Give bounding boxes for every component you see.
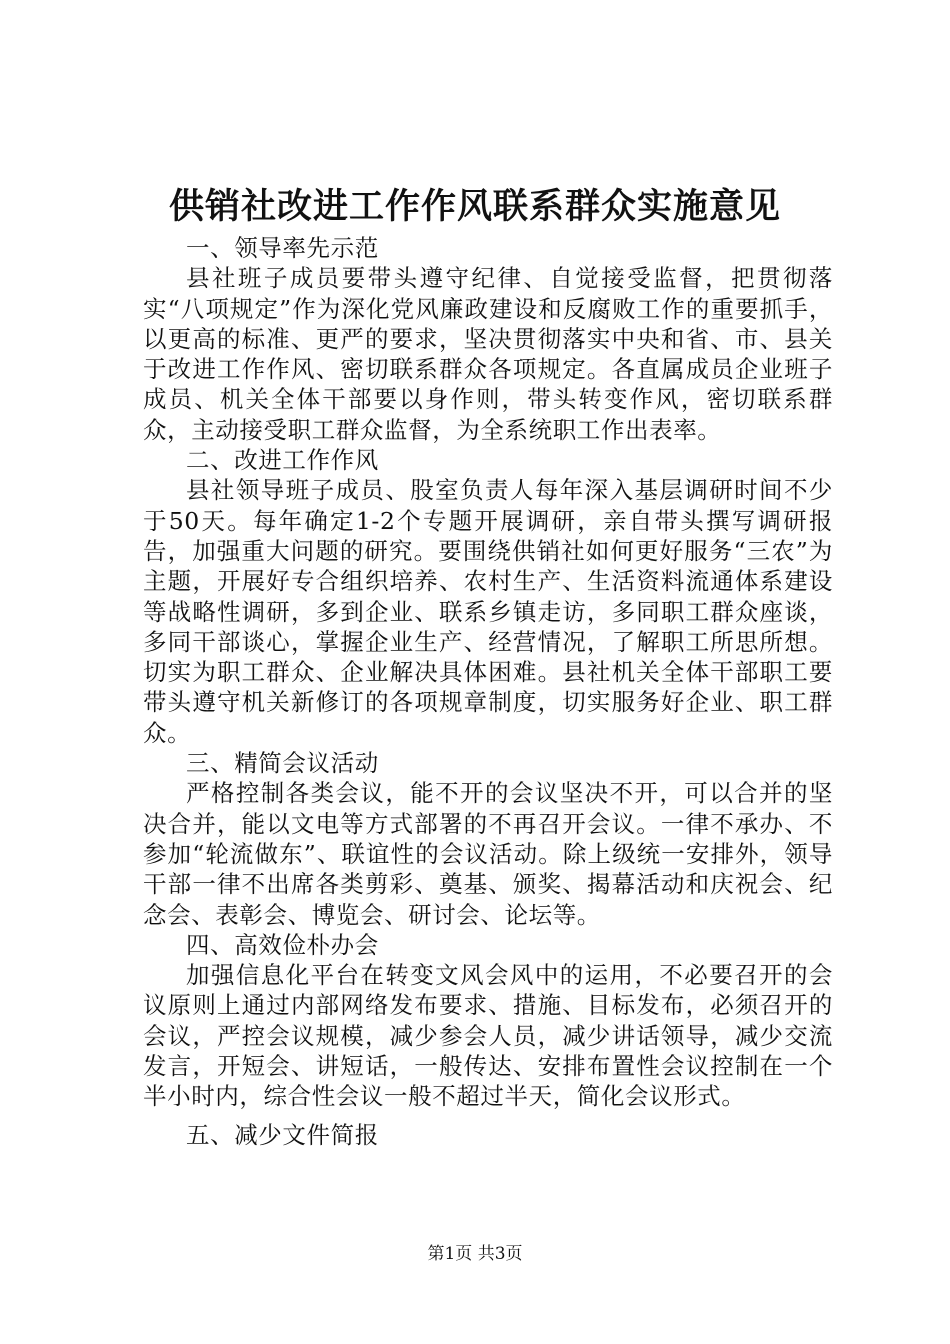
- section-heading-3: 三、精简会议活动: [186, 749, 379, 778]
- section-heading-2: 二、改进工作作风: [186, 446, 379, 475]
- page-footer: 第1页 共3页: [427, 1244, 523, 1264]
- section-heading-4: 四、高效俭朴办会: [186, 930, 379, 959]
- section-paragraph-2: 县社领导班子成员、股室负责人每年深入基层调研时间不少于50天。每年确定1-2个专题开展调研，亲自带头撰写调研报告，加强重大问题的研究。要围绕供销社如何更好服务“三农”为主题，开展好专合组织培养、农村生产、生活资料流通体系建设等战略性调研，多到企业、联系乡镇走访，多同职工群众座谈，多同干部谈心，掌握企业生产、经营情况，了解职工所思所想。切实为职工群众、企业解决具体困难。县社机关全体干部职工要带头遵守机关新修订的各项规章制度，切实服务好企业、职工群众。: [143, 476, 833, 747]
- section-heading-5: 五、减少文件简报: [186, 1120, 379, 1149]
- document-body: [143, 233, 833, 1150]
- section-paragraph-1: 县社班子成员要带头遵守纪律、自觉接受监督，把贯彻落实“八项规定”作为深化党风廉政建设和反腐败工作的重要抓手，以更高的标准、更严的要求，坚决贯彻落实中央和省、市、县关于改进工作作风、密切联系群众各项规定。各直属成员企业班子成员、机关全体干部要以身作则，带头转变作风，密切联系群众，主动接受职工群众监督，为全系统职工作出表率。: [143, 264, 833, 444]
- section-paragraph-3: 严格控制各类会议，能不开的会议坚决不开，可以合并的坚决合并，能以文电等方式部署的不再召开会议。一律不承办、不参加“轮流做东”、联谊性的会议活动。除上级统一安排外，领导干部一律不出席各类剪彩、奠基、颁奖、揭幕活动和庆祝会、纪念会、表彰会、博览会、研讨会、论坛等。: [143, 779, 833, 929]
- document-title: 供销社改进工作作风联系群众实施意见: [168, 186, 781, 227]
- section-heading-1: 一、领导率先示范: [186, 234, 379, 262]
- section-paragraph-4: 加强信息化平台在转变文风会风中的运用，不必要召开的会议原则上通过内部网络发布要求、措施、目标发布，必须召开的会议，严控会议规模，减少参会人员，减少讲话领导，减少交流发言，开短会、讲短话，一般传达、安排布置性会议控制在一个半小时内，综合性会议一般不超过半天，简化会议形式。: [143, 961, 833, 1111]
